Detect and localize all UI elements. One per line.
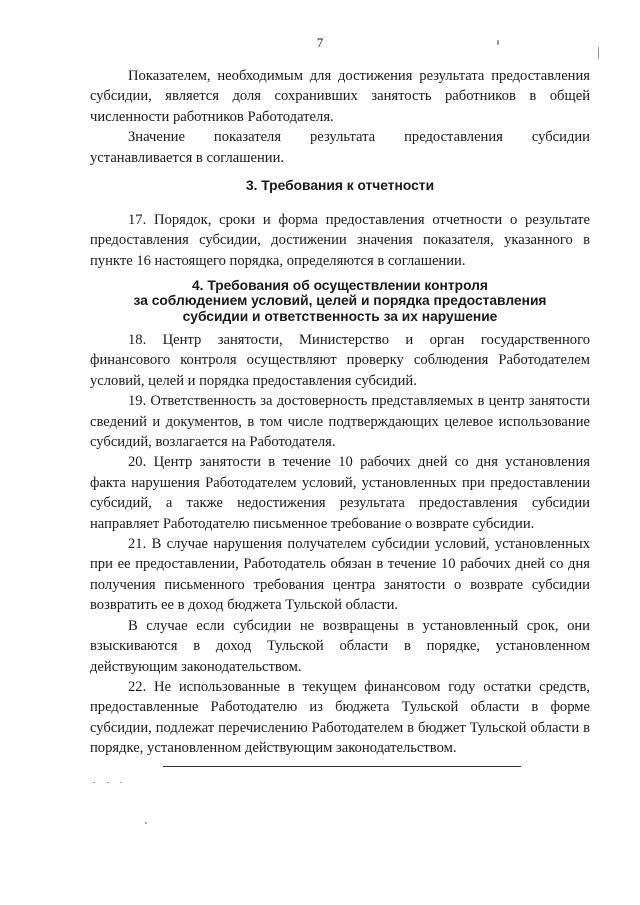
- paragraph-22: 22. Не использованные в текущем финансовом году остатки средств, предоставленные Работодателю из бюджета Тульской области в форме субсидии, подлежат перечислению Работодателем в бюджет Тульской области в порядке, установленном действующим законодательством.: [90, 678, 590, 757]
- intro-block: [90, 66, 590, 168]
- paragraph-19: 19. Ответственность за достоверность представляемых в центр занятости сведений и документов, в том числе подтверждающих целевое использование субсидий, возлагается на Работодателя.: [90, 393, 590, 451]
- paragraph-18: 18. Центр занятости, Министерство и орган государственного финансового контроля осуществляют проверку соблюдения Работодателем условий, целей и порядка предоставления субсидий.: [90, 332, 590, 389]
- paragraph-indicator-value: Значение показателя результата предоставления субсидии устанавливается в соглашении.: [90, 129, 590, 166]
- scan-speck: [598, 46, 599, 60]
- scan-speck: [107, 782, 109, 783]
- paragraph-17: 17. Порядок, сроки и форма предоставления отчетности о результате предоставления субсидии, достижении значения показателя, указанного в пункте 16 настоящего порядка, определяются в соглашении.: [90, 212, 590, 269]
- section-4-title: [90, 278, 590, 324]
- section-4-body: [90, 330, 590, 759]
- scan-speck: [145, 822, 147, 824]
- section-3-body: [90, 210, 590, 271]
- section-4-title-line-1: 4. Требования об осуществлении контроля: [192, 278, 488, 293]
- closing-rule: [163, 766, 521, 767]
- paragraph-20: 20. Центр занятости в течение 10 рабочих дней со дня установления факта нарушения Работодателем условий, установленных при предоставлении субсидий, а также недостижения результата предоставления субсидии направляет Работодателю письменное требование о возврате субсидии.: [90, 454, 590, 532]
- section-3: [90, 178, 590, 193]
- scan-speck: [93, 782, 95, 783]
- section-3-title: 3. Требования к отчетности: [245, 178, 435, 193]
- scan-speck: [120, 782, 122, 783]
- scan-speck: [497, 40, 499, 45]
- section-4-title-line-2: за соблюдением условий, целей и порядка предоставления: [133, 293, 547, 309]
- paragraph-21-continued: В случае если субсидии не возвращены в установленный срок, они взыскиваются в доход Тульской области в порядке, установленном действующим законодательством.: [90, 617, 590, 675]
- section-4-title-line-3: субсидии и ответственность за их нарушение: [182, 308, 498, 324]
- paragraph-21: 21. В случае нарушения получателем субсидии условий, установленных при ее предоставлении, Работодатель обязан в течение 10 рабочих дней со дня получения письменного требования центра занятости о возврате субсидии возвратить ее в доход бюджета Тульской области.: [90, 536, 590, 614]
- page-number: 7: [316, 35, 324, 50]
- paragraph-indicator: Показателем, необходимым для достижения результата предоставления субсидии, является доля сохранивших занятость работников в общей численности работников Работодателя.: [90, 68, 590, 125]
